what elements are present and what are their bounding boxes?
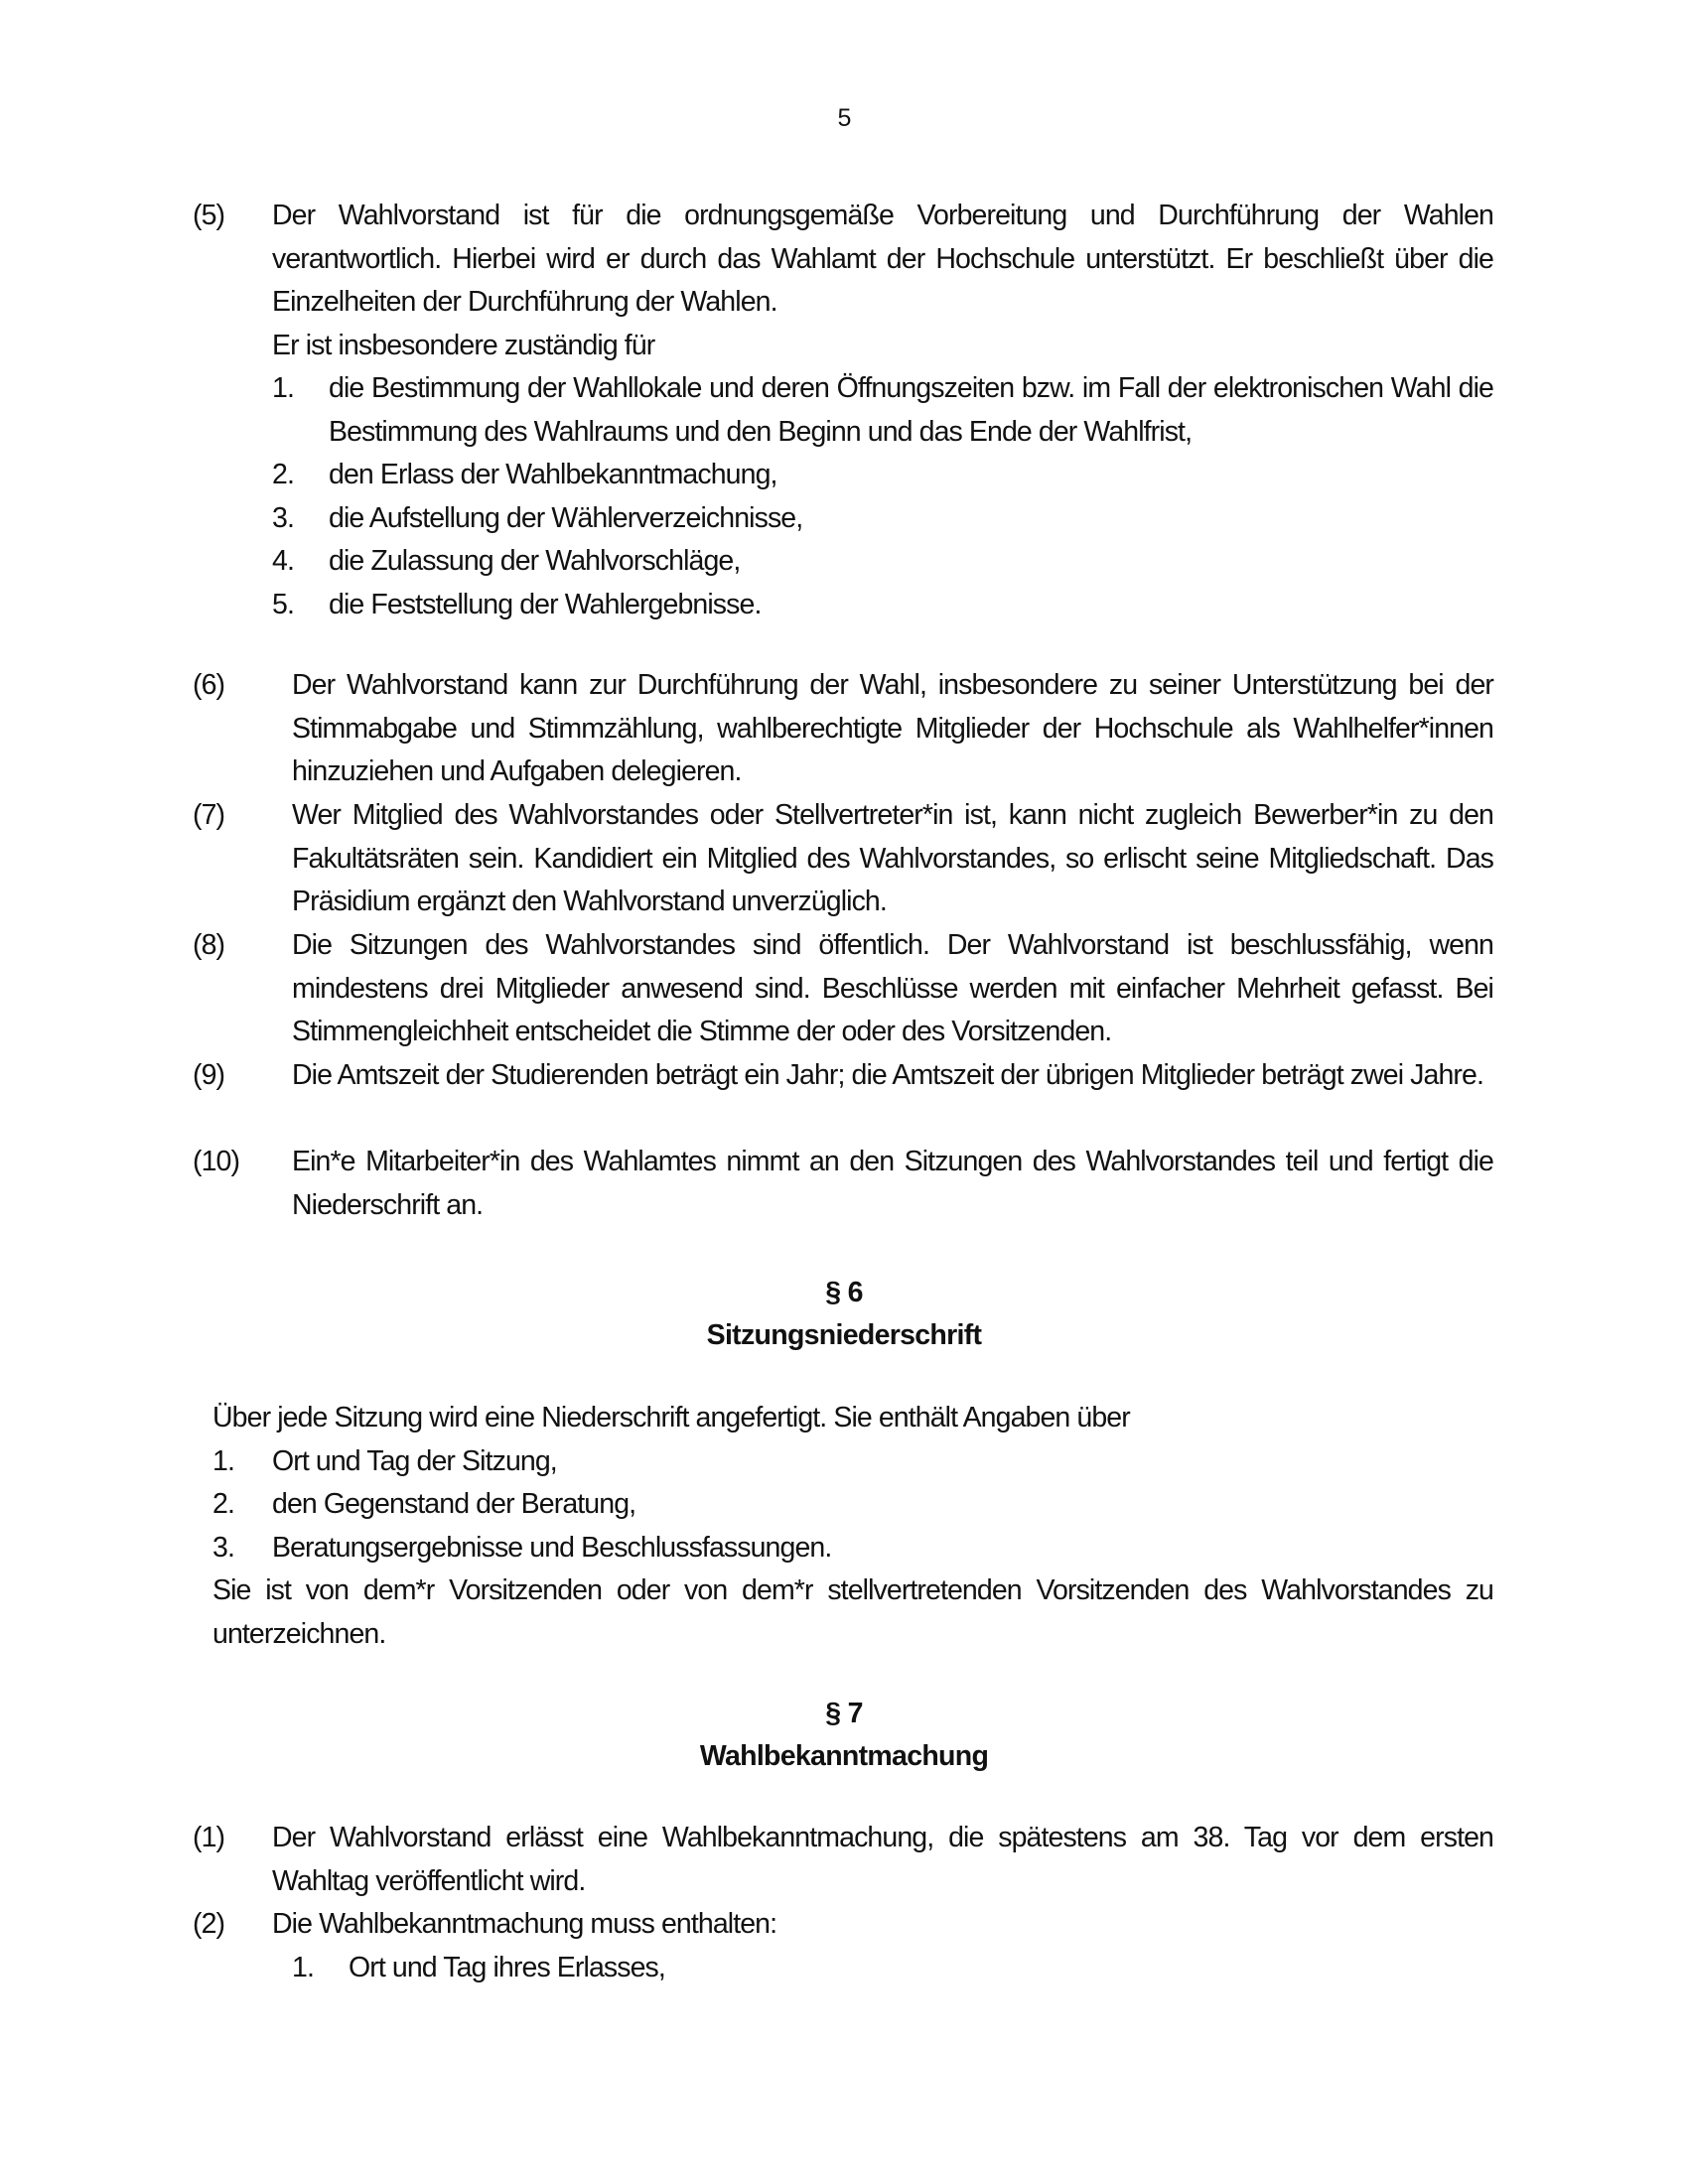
paragraph-6 — [193, 664, 1493, 794]
paragraph-number: (5) — [193, 200, 225, 231]
paragraph-9 — [193, 1054, 1493, 1098]
list-item: 1. Ort und Tag ihres Erlasses, — [292, 1951, 665, 1983]
list-item: 4. die Zulassung der Wahlvorschläge, — [272, 545, 741, 577]
paragraph-number: (10) — [193, 1146, 240, 1177]
closing-text: Sie ist von dem*r Vorsitzenden oder von dem*r stellvertretenden Vorsitzenden des Wahlvorstandes zu unterzeichnen. — [212, 1574, 1493, 1650]
paragraph-text: Der Wahlvorstand ist für die ordnungsgemäße Vorbereitung und Durchführung der Wahlen verantwortlich. Hierbei wird er durch das Wahlamt der Hochschule unterstützt. Er beschließt über die Einzelheiten der Durchführung der Wahlen. — [272, 200, 1493, 318]
list-item: 2. den Erlass der Wahlbekanntmachung, — [272, 459, 777, 490]
paragraph-7 — [193, 794, 1493, 924]
paragraph-8 — [193, 924, 1493, 1054]
section-6-body — [212, 1397, 1493, 1656]
paragraph-text: Ein*e Mitarbeiter*in des Wahlamtes nimmt an den Sitzungen des Wahlvorstandes teil und fertigt die Niederschrift an. — [292, 1146, 1493, 1221]
paragraph-text: Die Amtszeit der Studierenden beträgt ein Jahr; die Amtszeit der übrigen Mitglieder beträgt zwei Jahre. — [292, 1059, 1483, 1091]
paragraph-number: (8) — [193, 929, 225, 961]
list-item: 3. die Aufstellung der Wählerverzeichnisse, — [272, 501, 803, 534]
paragraph-number: (7) — [193, 799, 225, 831]
section-7-title: Wahlbekanntmachung — [699, 1740, 989, 1772]
paragraph-number: (9) — [193, 1059, 225, 1091]
list-item: 3. Beratungsergebnisse und Beschlussfassungen. — [212, 1531, 832, 1564]
paragraph-text: Der Wahlvorstand erlässt eine Wahlbekanntmachung, die spätestens am 38. Tag vor dem ersten Wahltag veröffentlicht wird. — [272, 1822, 1493, 1897]
paragraph-text: Die Wahlbekanntmachung muss enthalten: — [272, 1908, 777, 1940]
section-6-number: § 6 — [825, 1277, 863, 1308]
section-7-paragraph-2 — [193, 1903, 1493, 1989]
list-item: 2. den Gegenstand der Beratung, — [212, 1488, 636, 1520]
list-item: 1. Ort und Tag der Sitzung, — [212, 1444, 557, 1477]
section-7-paragraph-1 — [193, 1817, 1493, 1903]
paragraph-text: Der Wahlvorstand kann zur Durchführung der Wahl, insbesondere zu seiner Unterstützung bei der Stimmabgabe und Stimmzählung, wahlberechtigte Mitglieder der Hochschule als Wahlhelfer*innen hinzuziehen und Aufgaben delegieren. — [292, 669, 1493, 787]
list-item: 5. die Feststellung der Wahlergebnisse. — [272, 588, 762, 620]
paragraph-10 — [193, 1141, 1493, 1227]
section-7-number: § 7 — [825, 1698, 863, 1729]
paragraph-number: (6) — [193, 669, 225, 701]
paragraph-5 — [193, 195, 1493, 626]
page-number: 5 — [837, 104, 851, 132]
paragraph-text: Die Sitzungen des Wahlvorstandes sind öffentlich. Der Wahlvorstand ist beschlussfähig, wenn mindestens drei Mitglieder anwesend sind. Beschlüsse werden mit einfacher Mehrheit gefasst. Bei Stimmengleichheit entscheidet die Stimme der oder des Vorsitzenden. — [292, 929, 1493, 1047]
paragraph-number: (1) — [193, 1822, 225, 1853]
list-lead: Über jede Sitzung wird eine Niederschrift angefertigt. Sie enthält Angaben über — [212, 1402, 1130, 1433]
list-item: 1. die Bestimmung der Wahllokale und deren Öffnungszeiten bzw. im Fall der elektronischen Wahl die Bestimmung des Wahlraums und den Beginn und das Ende der Wahlfrist, — [272, 372, 1493, 448]
paragraph-number: (2) — [193, 1908, 225, 1940]
paragraph-text: Wer Mitglied des Wahlvorstandes oder Stellvertreter*in ist, kann nicht zugleich Bewerber*in zu den Fakultätsräten sein. Kandidiert ein Mitglied des Wahlvorstandes, so erlischt seine Mitgliedschaft. Das Präsidium ergänzt den Wahlvorstand unverzüglich. — [292, 799, 1493, 917]
list-lead: Er ist insbesondere zuständig für — [272, 329, 655, 361]
section-6-title: Sitzungsniederschrift — [706, 1319, 982, 1351]
